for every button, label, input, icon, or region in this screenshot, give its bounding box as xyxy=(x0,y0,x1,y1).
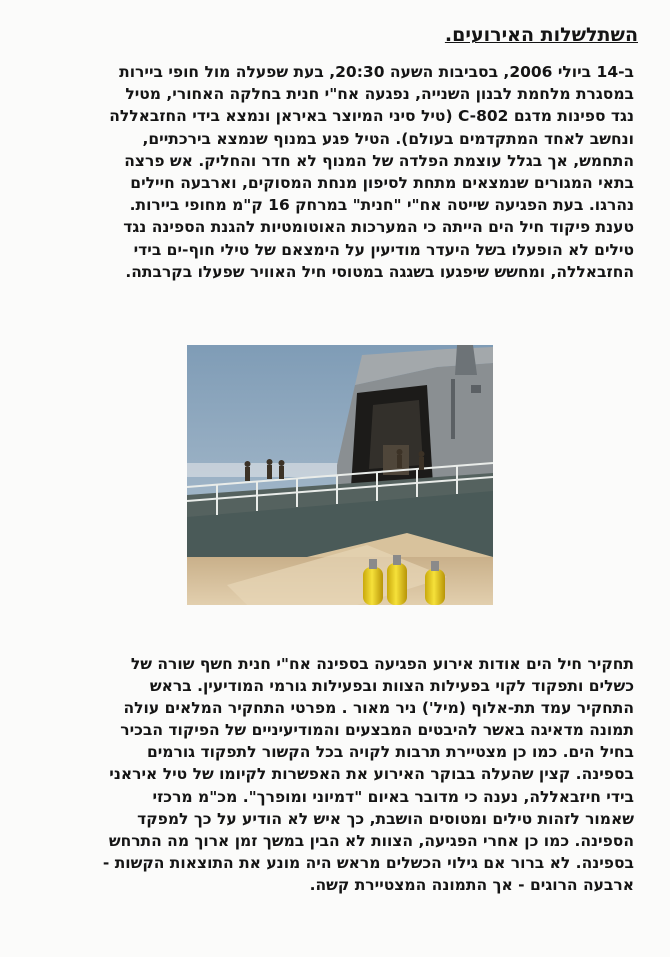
paragraph-line: בחיל הים. כמו כן מצטיירת תרבות לקויה בכל הקשור לתפקוד גורמים xyxy=(146,743,634,762)
paragraph-line: טילים לא הופעלו בשל היעדר מודיעין על הימצאם של טילי חוף-ים בידי xyxy=(133,240,634,259)
paragraph-line: בספינה. לא ברור אם גילוי הכשלים מראש היה מונע את התוצאות הקשות - xyxy=(102,853,634,872)
paragraph-line: התחקיר עמד תת-אלוף (מיל') ניר מאור . מפרטי התחקיר המלאים עולה xyxy=(123,699,634,718)
paragraph-line: ארבעה הרוגים - אך התמונה המצטיירת קשה. xyxy=(309,875,634,894)
paragraph-line: בספינה. קצין שהעלה בבוקר האירוע את האפשרות לקיומו של טיל איראני xyxy=(109,765,634,784)
paragraph-line: בתאי המגורים שנמצאים מתחת לסיפון מנחת המסוקים, וארבעה חיילים xyxy=(130,174,634,193)
paragraph-line: נגד ספינות מדגם C-802 (טיל סיני המיוצר באיראן ונמצא בידי החזבאללה xyxy=(109,107,634,126)
paragraph-line: שאמור לזהות טילים ומטוסים הושבת, כך איש לא הודיע על כך למפקד xyxy=(137,809,634,828)
paragraph-line: נהרגו. בעת הפגיעה שייטה אח"י "חנית" במרחק 16 ק"מ מחופי ביירות. xyxy=(129,196,634,215)
paragraph-line: טענת פיקוד חיל הים הייתה כי המערכות האוטומטיות להגנת הספינה נגד xyxy=(123,218,634,237)
paragraph-line: בידי חיזבאללה, נענה כי מדובר באיום "דמיוני ומופרך". מכ"מ מרכזי xyxy=(152,787,634,806)
paragraph-line: הספינה. כמו כן אחרי הפגיעה, הצוות לא הבין במשך זמן ארוך מה התרחש xyxy=(108,831,634,850)
paragraph-line: במסגרת מלחמת לבנון השנייה, נפגעה אח"י חנית בחלקה האחורי, מטיל xyxy=(125,85,634,104)
paragraph-line: החזבאללה, ומחשש שיפגעו בשגגה במטוסי חיל האוויר שפעלו בקרבתה. xyxy=(125,262,634,281)
investigation-paragraph xyxy=(34,653,634,896)
paragraph-line: תחקיר חיל הים אודות אירוע הפגיעה בספינה אח"י חנית חשף שורה של xyxy=(130,655,634,673)
paragraph-line: ב-14 ביולי 2006, בסביבות השעה 20:30, בעת שפעלה מול חופי ביירות xyxy=(119,63,634,81)
paragraph-line: ונחשב לאחד המתקדמים בעולם). הטיל פגע במנוף שנמצא בירכתיים, xyxy=(142,129,634,148)
section-title: השתלשלות האירועים. xyxy=(444,24,638,46)
paragraph-line: התחמש, אך בגלל עוצמת הפלדה של המנוף לא חדר והחליק. אש פרצה xyxy=(124,151,634,170)
damaged-ship-photo xyxy=(187,345,493,605)
incident-paragraph xyxy=(36,61,634,283)
paragraph-line: כשלים ותפקוד לקוי בפעילות הצוות ובפעילות גורמי המודיעין. בראש xyxy=(149,677,634,696)
paragraph-line: תמונה מדאיגה באשר להיבטים המבצעים והמודיעיניים של הפיקוד הבכיר xyxy=(120,721,634,740)
